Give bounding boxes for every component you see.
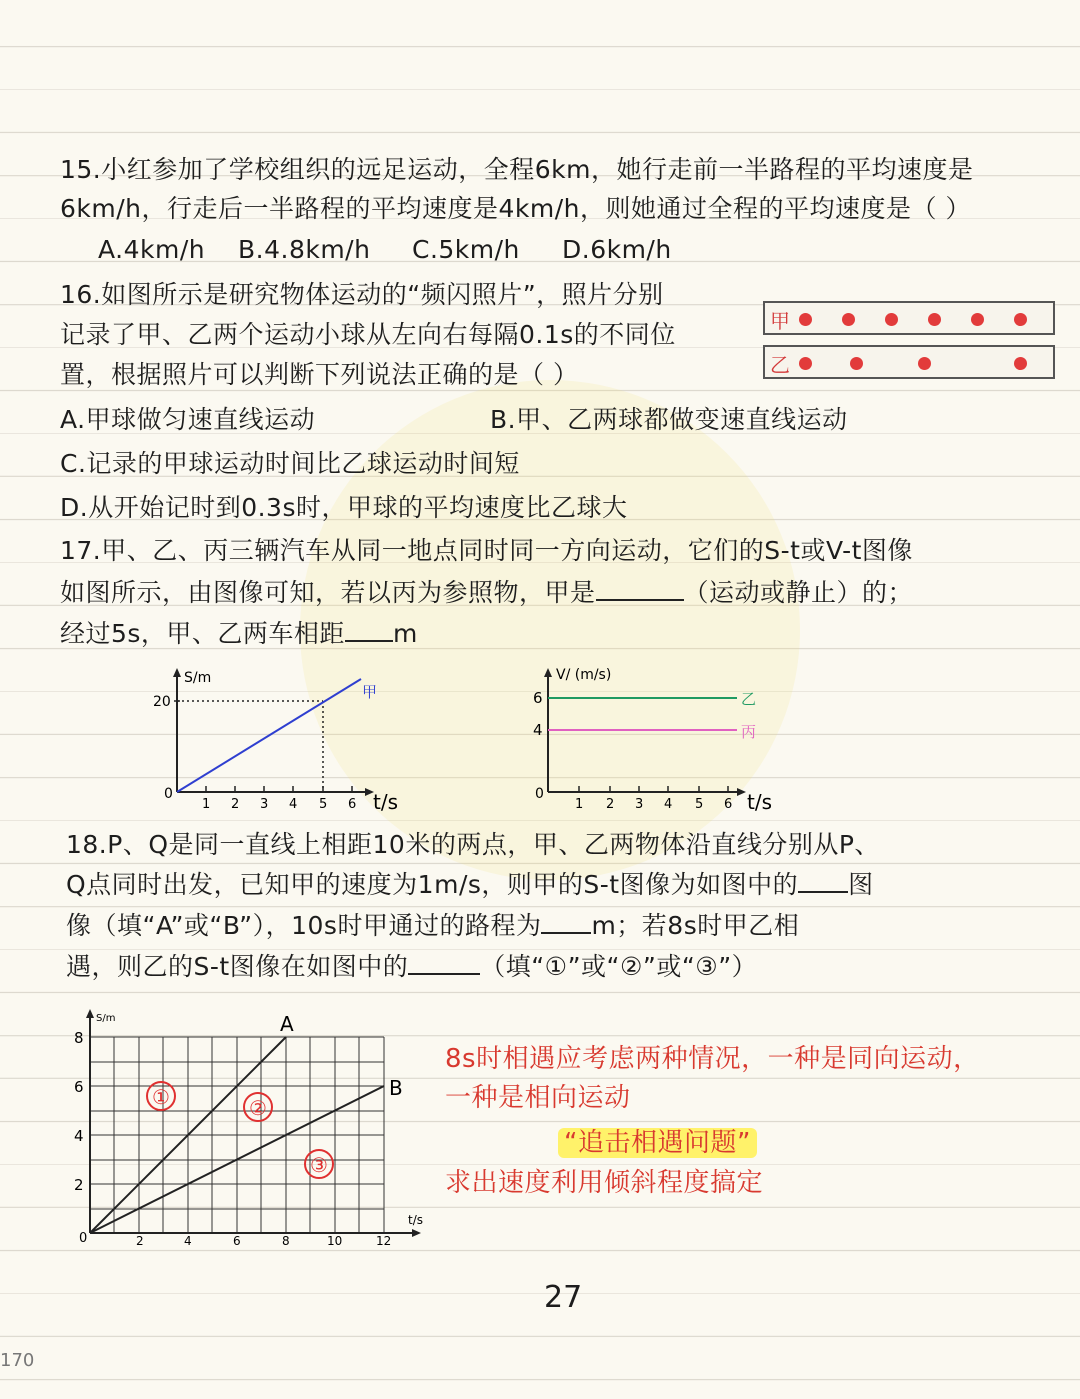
x-tick-label: 2 xyxy=(231,797,240,812)
x-tick-label: 4 xyxy=(184,1234,192,1248)
x-tick-label: 4 xyxy=(289,797,298,812)
q16-line-2: 记录了甲、乙两个运动小球从左向右每隔0.1s的不同位 xyxy=(60,320,676,349)
side-number: 170 xyxy=(0,1350,35,1371)
answer-blank xyxy=(596,577,684,601)
q17-line-2-text-b: （运动或静止）的； xyxy=(683,578,914,607)
q15-line-1: 15.小红参加了学校组织的远足运动，全程6km，她行走前一半路程的平均速度是 xyxy=(60,155,974,184)
series-line-jia xyxy=(177,679,361,792)
region-label-2: ② xyxy=(249,1096,267,1120)
y-tick-label: 20 xyxy=(153,694,171,710)
ball-dot xyxy=(928,313,941,326)
q17-line-2 xyxy=(60,576,913,610)
ball-dot xyxy=(1014,313,1027,326)
x-tick-label: 5 xyxy=(695,797,704,812)
region-label-1: ① xyxy=(152,1085,170,1109)
x-ticks xyxy=(575,786,732,812)
x-tick-label: 3 xyxy=(260,797,269,812)
ball-dot xyxy=(885,313,898,326)
ball-dot xyxy=(842,313,855,326)
x-axis-label: t/s xyxy=(373,790,398,814)
origin-label: 0 xyxy=(535,786,544,802)
x-tick-label: 6 xyxy=(724,797,733,812)
y-axis-arrow xyxy=(86,1009,94,1018)
x-tick-label: 3 xyxy=(635,797,644,812)
q17-line-3-text-b: m xyxy=(392,619,418,648)
q17-line-3 xyxy=(60,617,418,651)
x-axis-arrow xyxy=(737,788,746,796)
q16-line-1: 16.如图所示是研究物体运动的“频闪照片”，照片分别 xyxy=(60,280,664,309)
y-axis-arrow xyxy=(544,668,552,677)
y-axis-label: S/m xyxy=(96,1013,116,1024)
origin-label: 0 xyxy=(164,786,173,802)
y-tick-label: 4 xyxy=(74,1127,84,1145)
st-graph xyxy=(140,660,410,815)
x-tick-label: 2 xyxy=(606,797,615,812)
y-tick-label: 6 xyxy=(533,689,543,707)
region-label-3: ③ xyxy=(310,1153,328,1177)
x-axis-arrow xyxy=(412,1229,421,1237)
q15-line-2: 6km/h，行走后一半路程的平均速度是4km/h，则她通过全程的平均速度是（ ） xyxy=(60,194,971,223)
q18-line-2-text-b: 图 xyxy=(848,870,874,899)
page-number: 27 xyxy=(544,1280,583,1315)
q18-line-3-text-b: m；若8s时甲乙相 xyxy=(591,911,800,940)
photo-label-yi: 乙 xyxy=(770,353,790,377)
x-tick-label: 4 xyxy=(664,797,673,812)
q18-line-1: 18.P、Q是同一直线上相距10米的两点，甲、乙两物体沿直线分别从P、 xyxy=(66,830,880,859)
q17-line-2-text-a: 如图所示，由图像可知，若以丙为参照物，甲是 xyxy=(60,578,596,607)
note-highlight-text: “追击相遇问题” xyxy=(558,1128,757,1158)
note-line-3: 求出速度利用倾斜程度搞定 xyxy=(445,1168,764,1198)
q16-option-d: D.从开始记时到0.3s时，甲球的平均速度比乙球大 xyxy=(60,493,628,522)
line-b-label: B xyxy=(389,1076,403,1100)
origin-label: 0 xyxy=(79,1231,88,1246)
q16-option-b: B.甲、乙两球都做变速直线运动 xyxy=(490,405,848,434)
q18-line-4-text-a: 遇，则乙的S-t图像在如图中的 xyxy=(66,952,409,981)
q18-line-3 xyxy=(66,909,799,943)
y-tick-label: 8 xyxy=(74,1029,84,1047)
answer-blank xyxy=(798,869,848,893)
q18-line-2 xyxy=(66,868,874,902)
series-label-bing: 丙 xyxy=(741,723,757,741)
answer-blank xyxy=(345,618,393,642)
answer-blank xyxy=(408,951,480,975)
answer-blank xyxy=(541,910,591,934)
y-tick-label: 2 xyxy=(74,1176,84,1194)
y-tick-label: 6 xyxy=(74,1078,84,1096)
q15-option-d: D.6km/h xyxy=(562,235,672,264)
x-tick-label: 1 xyxy=(575,797,584,812)
vt-graph xyxy=(525,660,795,815)
ball-dot xyxy=(971,313,984,326)
x-tick-label: 6 xyxy=(348,797,357,812)
q17-line-3-text-a: 经过5s，甲、乙两车相距 xyxy=(60,619,345,648)
x-tick-label: 10 xyxy=(327,1234,343,1248)
note-highlight xyxy=(558,1122,757,1159)
x-tick-label: 1 xyxy=(202,797,211,812)
x-ticks xyxy=(202,786,356,812)
x-tick-label: 5 xyxy=(319,797,328,812)
x-tick-label: 2 xyxy=(136,1234,144,1248)
ball-dot xyxy=(918,357,931,370)
q18-line-3-text-a: 像（填“A”或“B”），10s时甲通过的路程为 xyxy=(66,911,542,940)
y-axis-label: V/ (m/s) xyxy=(556,667,612,683)
ball-dot xyxy=(850,357,863,370)
y-tick-label: 4 xyxy=(533,721,543,739)
ball-dot xyxy=(1014,357,1027,370)
x-axis-label: t/s xyxy=(747,790,772,814)
q18-st-graph xyxy=(60,1005,440,1250)
q17-line-1: 17.甲、乙、丙三辆汽车从同一地点同时同一方向运动，它们的S-t或V-t图像 xyxy=(60,536,913,565)
photo-label-jia: 甲 xyxy=(770,309,790,333)
grid xyxy=(90,1037,384,1233)
q15-option-b: B.4.8km/h xyxy=(238,235,371,264)
x-axis-label: t/s xyxy=(408,1213,423,1227)
series-label-jia: 甲 xyxy=(362,683,378,701)
note-line-2: 一种是相向运动 xyxy=(445,1083,631,1113)
ball-dot xyxy=(799,357,812,370)
q18-line-4 xyxy=(66,950,757,984)
q16-line-3: 置，根据照片可以判断下列说法正确的是（ ） xyxy=(60,360,579,389)
q18-line-2-text-a: Q点同时出发，已知甲的速度为1m/s，则甲的S-t图像为如图中的 xyxy=(66,870,799,899)
series-label-yi: 乙 xyxy=(741,690,757,708)
photo-row-yi xyxy=(763,345,1055,379)
photo-row-jia xyxy=(763,301,1055,335)
q15-option-a: A.4km/h xyxy=(98,235,206,264)
q18-line-4-text-b: （填“①”或“②”或“③”） xyxy=(480,952,758,981)
q16-option-c: C.记录的甲球运动时间比乙球运动时间短 xyxy=(60,449,520,478)
ball-dot xyxy=(799,313,812,326)
y-axis-label: S/m xyxy=(184,670,212,686)
x-tick-label: 12 xyxy=(376,1234,392,1248)
x-tick-label: 8 xyxy=(282,1234,290,1248)
q15-option-c: C.5km/h xyxy=(412,235,520,264)
q16-option-a: A.甲球做匀速直线运动 xyxy=(60,405,316,434)
line-a-label: A xyxy=(280,1012,294,1036)
note-line-1: 8s时相遇应考虑两种情况，一种是同向运动， xyxy=(445,1044,980,1074)
x-tick-label: 6 xyxy=(233,1234,241,1248)
y-axis-arrow xyxy=(173,668,181,677)
